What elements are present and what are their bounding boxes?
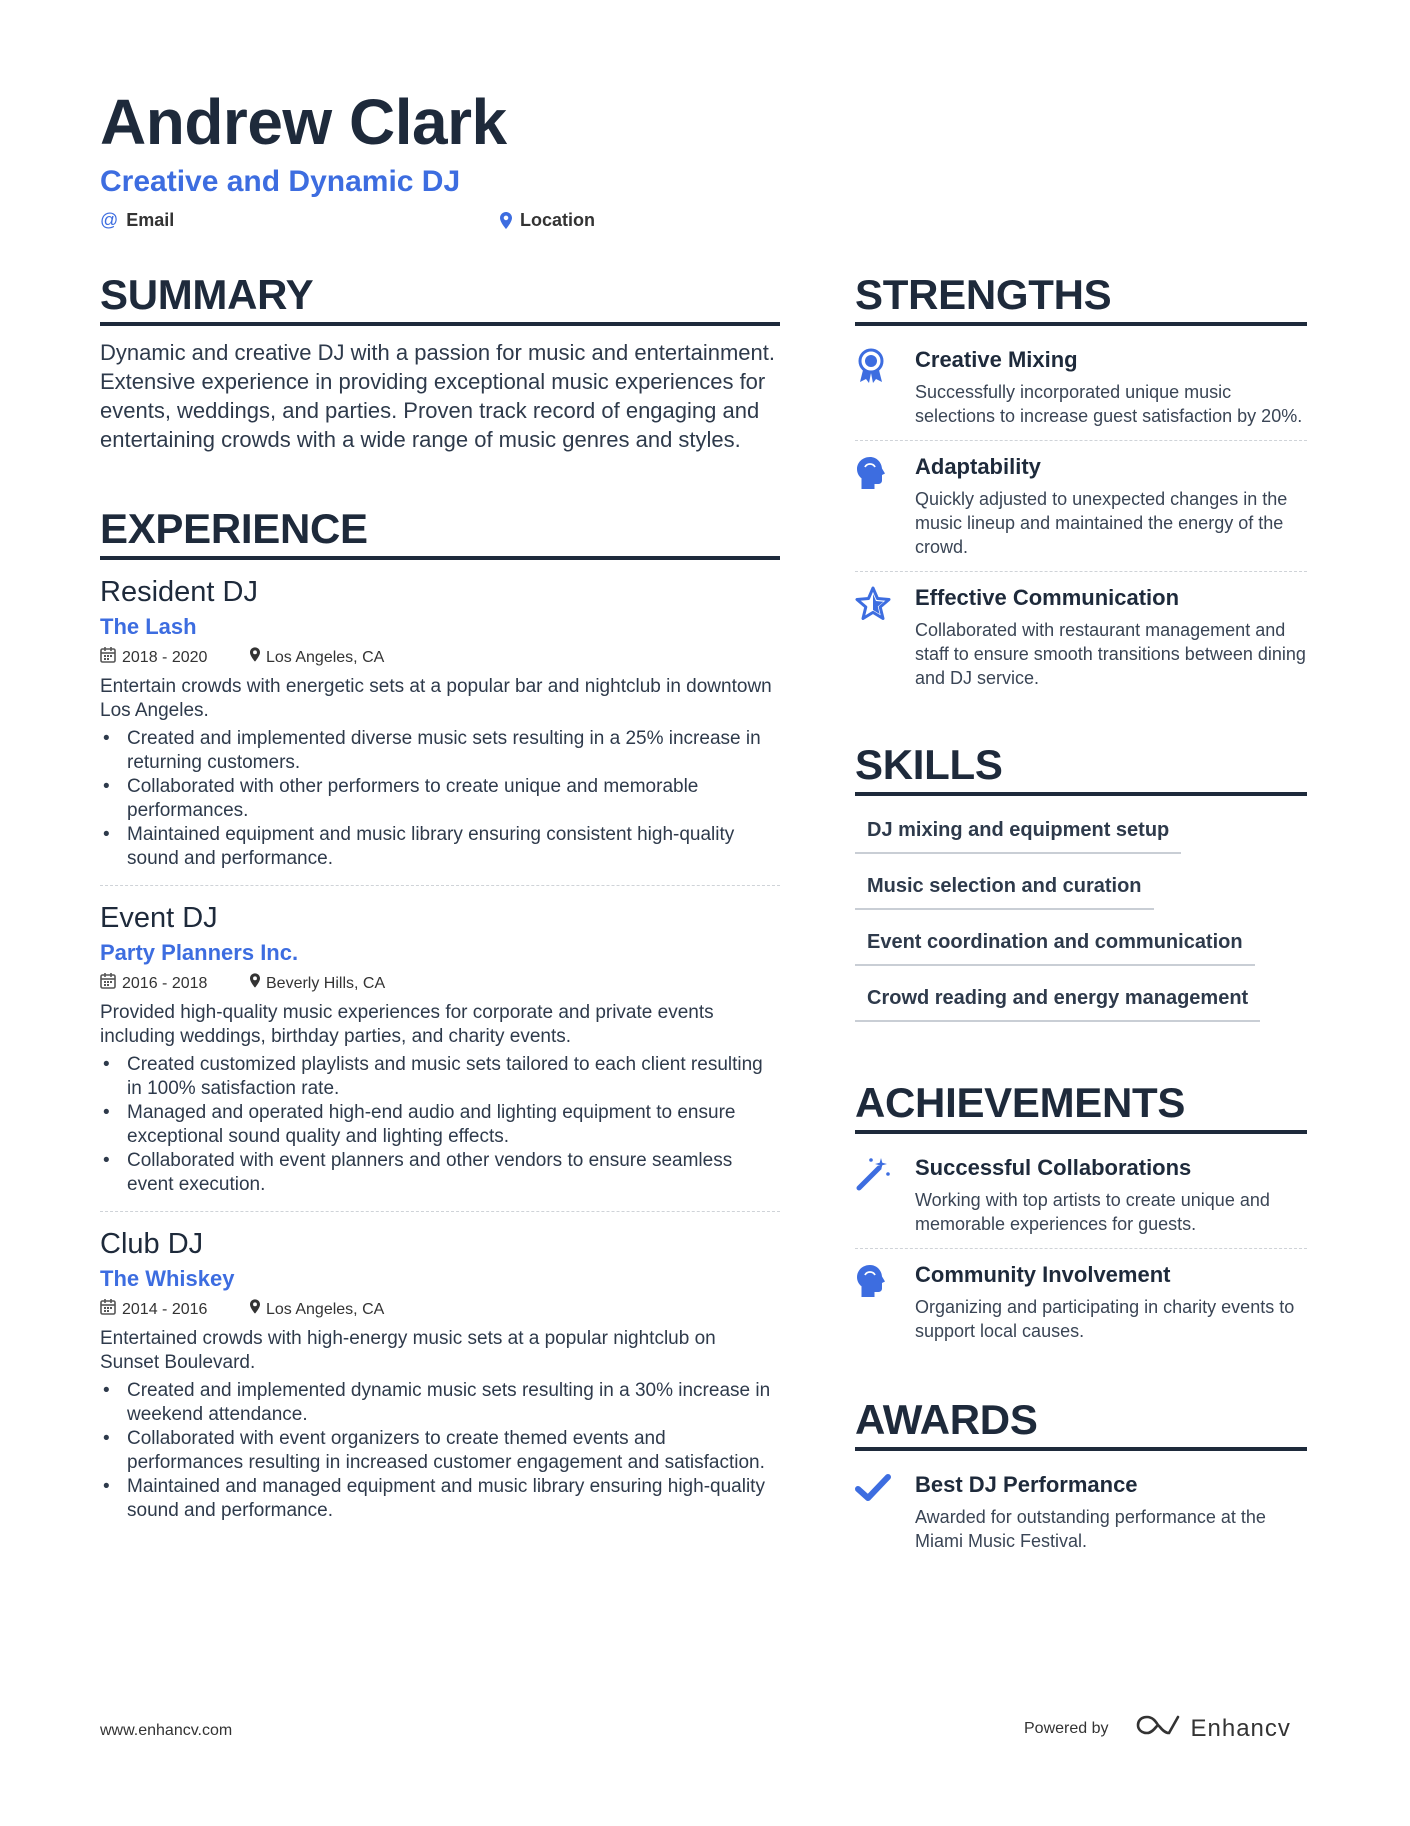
resume-header [100,86,1310,231]
contact-location [500,210,595,231]
calendar-icon [100,972,116,995]
at-sign-icon: @ [100,210,119,230]
achievement-title: Community Involvement [915,1262,1171,1287]
job-company: The Lash [100,614,197,639]
calendar-icon [100,1298,116,1321]
achievement-item [855,1249,1307,1355]
achievement-description: Working with top artists to create unique and memorable experiences for guests. [915,1190,1270,1234]
strength-title: Adaptability [915,454,1041,479]
contact-bar [100,210,1310,231]
skills-section [855,740,1307,1036]
summary-section [100,270,780,454]
skill-tag: Event coordination and communication [855,924,1255,966]
job-dates-text: 2014 - 2016 [122,1300,208,1318]
job-location [250,973,385,994]
job-bullet: • Collaborated with other performers to create unique and memorable performances. [100,775,780,823]
job-bullet: • Collaborated with event planners and other vendors to ensure seamless event execution. [100,1149,780,1197]
job-description: Entertained crowds with high-energy music sets at a popular nightclub on Sunset Boulevard. [100,1328,716,1373]
map-pin-icon [250,1299,260,1320]
job-dates [100,972,250,995]
skill-tag: Crowd reading and energy management [855,980,1260,1022]
strength-item [855,441,1307,572]
job-bullet: • Created and implemented dynamic music sets resulting in a 30% increase in weekend attendance. [100,1379,780,1427]
candidate-role: Creative and Dynamic DJ [100,165,461,198]
job-entry [100,1212,780,1537]
skill-tag: DJ mixing and equipment setup [855,812,1181,854]
infinity-logo-icon [1135,1712,1181,1745]
job-dates [100,1298,250,1321]
job-location-text: Beverly Hills, CA [266,974,386,992]
award-title: Best DJ Performance [915,1472,1138,1497]
skills-list [855,812,1307,1036]
achievement-title: Successful Collaborations [915,1155,1192,1180]
job-location [250,1299,384,1320]
job-location [250,647,384,668]
job-bullets [100,1053,780,1197]
powered-by-label: Powered by [1024,1719,1109,1737]
strengths-section [855,270,1307,702]
brand-name: Enhancv [1190,1714,1291,1742]
experience-section [100,504,780,1537]
left-column [100,270,780,1537]
right-column [855,270,1307,1565]
head-brain-icon [855,453,915,559]
achievements-list [855,1142,1307,1355]
strength-title: Creative Mixing [915,347,1078,372]
award-item [855,1459,1307,1565]
brand-logo[interactable] [1135,1712,1291,1745]
job-dates-text: 2018 - 2020 [122,648,208,666]
map-pin-icon [250,647,260,668]
candidate-name: Andrew Clark [100,86,507,158]
skills-heading: SKILLS [855,740,1307,796]
strength-title: Effective Communication [915,585,1180,610]
job-title: Event DJ [100,902,218,934]
job-description: Provided high-quality music experiences for corporate and private events including weddings, birthday parties, and charity events. [100,1002,714,1047]
contact-location-label: Location [520,210,595,230]
job-bullets [100,727,780,871]
job-description: Entertain crowds with energetic sets at a popular bar and nightclub in downtown Los Angeles. [100,676,772,721]
strength-description: Successfully incorporated unique music selections to increase guest satisfaction by 20%. [915,382,1303,426]
job-meta [100,646,780,669]
job-location-text: Los Angeles, CA [266,1300,385,1318]
strength-description: Quickly adjusted to unexpected changes in the music lineup and maintained the energy of the crowd. [915,489,1288,557]
summary-heading: SUMMARY [100,270,780,326]
awards-list [855,1459,1307,1565]
job-title: Resident DJ [100,576,258,608]
achievement-item [855,1142,1307,1249]
strengths-list [855,334,1307,702]
achievement-description: Organizing and participating in charity events to support local causes. [915,1297,1295,1341]
job-company: Party Planners Inc. [100,940,299,965]
job-bullet: • Created customized playlists and music sets tailored to each client resulting in 100% satisfaction rate. [100,1053,780,1101]
award-ribbon-icon [855,346,915,428]
awards-section [855,1395,1307,1565]
strength-description: Collaborated with restaurant management and staff to ensure smooth transitions between dining and DJ service. [915,620,1306,688]
awards-heading: AWARDS [855,1395,1307,1451]
job-bullet: • Created and implemented diverse music sets resulting in a 25% increase in returning customers. [100,727,780,775]
job-meta [100,1298,780,1321]
job-bullet: • Collaborated with event organizers to create themed events and performances resulting in increased customer engagement and satisfaction. [100,1427,780,1475]
job-location-text: Los Angeles, CA [266,648,385,666]
checkmark-icon [855,1471,915,1553]
job-company: The Whiskey [100,1266,235,1291]
strength-item [855,572,1307,702]
summary-text: Dynamic and creative DJ with a passion for music and entertainment. Extensive experience in providing exceptional music experiences for events, weddings, and parties. Proven track record of engaging and entertaining crowds with a wide range of music genres and styles. [100,340,775,452]
skill-tag: Music selection and curation [855,868,1154,910]
job-bullet: • Maintained and managed equipment and music library ensuring high-quality sound and performance. [100,1475,780,1523]
footer-branding [1024,1712,1291,1745]
job-title: Club DJ [100,1228,204,1260]
head-brain-icon [855,1261,915,1343]
job-bullet: • Managed and operated high-end audio and lighting equipment to ensure exceptional sound quality and lighting effects. [100,1101,780,1149]
job-dates [100,646,250,669]
star-icon [855,584,915,690]
footer-website[interactable]: www.enhancv.com [100,1722,233,1739]
achievements-section [855,1078,1307,1355]
calendar-icon [100,646,116,669]
strengths-heading: STRENGTHS [855,270,1307,326]
contact-email-label: Email [126,210,175,230]
magic-wand-icon [855,1154,915,1236]
job-entry [100,886,780,1212]
achievements-heading: ACHIEVEMENTS [855,1078,1307,1134]
award-description: Awarded for outstanding performance at the Miami Music Festival. [915,1507,1266,1551]
map-pin-icon [500,212,512,229]
strength-item [855,334,1307,441]
job-bullets [100,1379,780,1523]
contact-email[interactable] [100,210,500,231]
map-pin-icon [250,973,260,994]
job-entry [100,560,780,886]
job-bullet: • Maintained equipment and music library ensuring consistent high-quality sound and performance. [100,823,780,871]
job-dates-text: 2016 - 2018 [122,974,208,992]
job-meta [100,972,780,995]
experience-heading: EXPERIENCE [100,504,780,560]
